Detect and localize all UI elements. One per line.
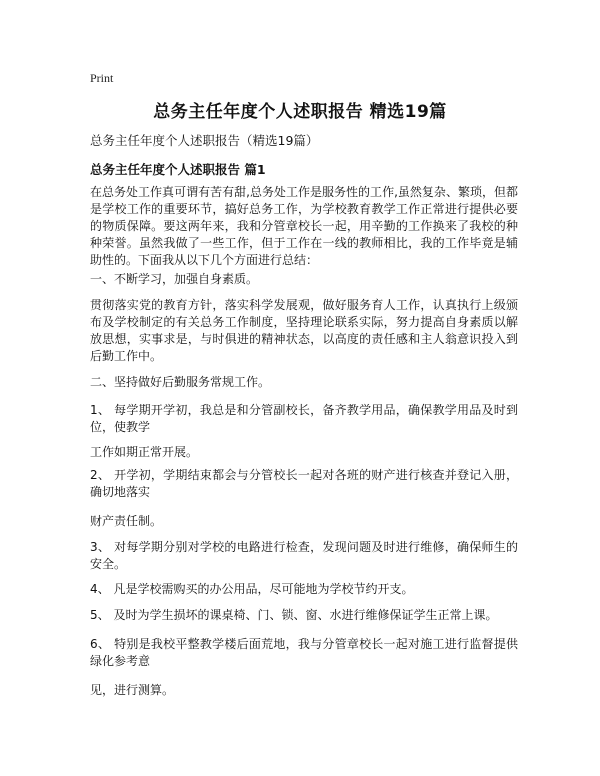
heading-study: 一、不断学习，加强自身素质。 bbox=[90, 272, 259, 286]
list-item-3: 3、 对每学期分别对学校的电路进行检查，发现问题及时进行维修，确保师生的安全。 bbox=[90, 540, 518, 571]
list-item-1: 1、 每学期开学初，我总是和分管副校长，备齐教学用品，确保教学用品及时到位，使教学 bbox=[90, 403, 518, 434]
document-subtitle: 总务主任年度个人述职报告（精选19篇） bbox=[90, 133, 319, 148]
intro-paragraph: 在总务处工作真可谓有苦有甜,总务处工作是服务性的工作,虽然复杂、繁琐，但都是学校工作的重要环节，搞好总务工作，为学校教育教学工作正常进行提供必要的物质保障。要这两年来，我和分管章校长一起，用辛勤的工作换来了我校的种 种荣誉。虽然我做了一些工作，但于工作在一线的教师相比，我的工作毕竟是辅助性的。下面我从以下几个方面进行总结： bbox=[90, 185, 518, 267]
list-item-2: 2、 开学初，学期结束都会与分管校长一起对各班的财产进行核查并登记入册，确切地落实 bbox=[90, 468, 518, 499]
list-item-6: 6、 特别是我校平整教学楼后面荒地，我与分管章校长一起对施工进行监督提供绿化参考意 bbox=[90, 637, 518, 668]
page-title: 总务主任年度个人述职报告 精选19篇 bbox=[153, 102, 447, 122]
section-heading: 总务主任年度个人述职报告 篇1 bbox=[90, 162, 266, 177]
list-item-4: 4、 凡是学校需购买的办公用品，尽可能地为学校节约开支。 bbox=[90, 582, 414, 596]
print-label[interactable]: Print bbox=[90, 71, 114, 85]
heading-logistics: 二、坚持做好后勤服务常规工作。 bbox=[90, 375, 271, 389]
list-item-5: 5、 及时为学生损坏的课桌椅、门、锁、窗、水进行维修保证学生正常上课。 bbox=[90, 608, 498, 622]
list-item-1-continued: 工作如期正常开展。 bbox=[90, 445, 199, 459]
list-item-6-continued: 见，进行测算。 bbox=[90, 683, 175, 697]
paragraph-study: 贯彻落实党的教育方针，落实科学发展观，做好服务育人工作，认真执行上级颁布及学校制定的有关总务工作制度，坚持理论联系实际，努力提高自身素质以解放思想，实事求是，与时俱进的精神状态，以高度的责任感和主人翁意识投入到后勤工作中。 bbox=[90, 298, 518, 363]
list-item-2-continued: 财产责任制。 bbox=[90, 514, 163, 528]
